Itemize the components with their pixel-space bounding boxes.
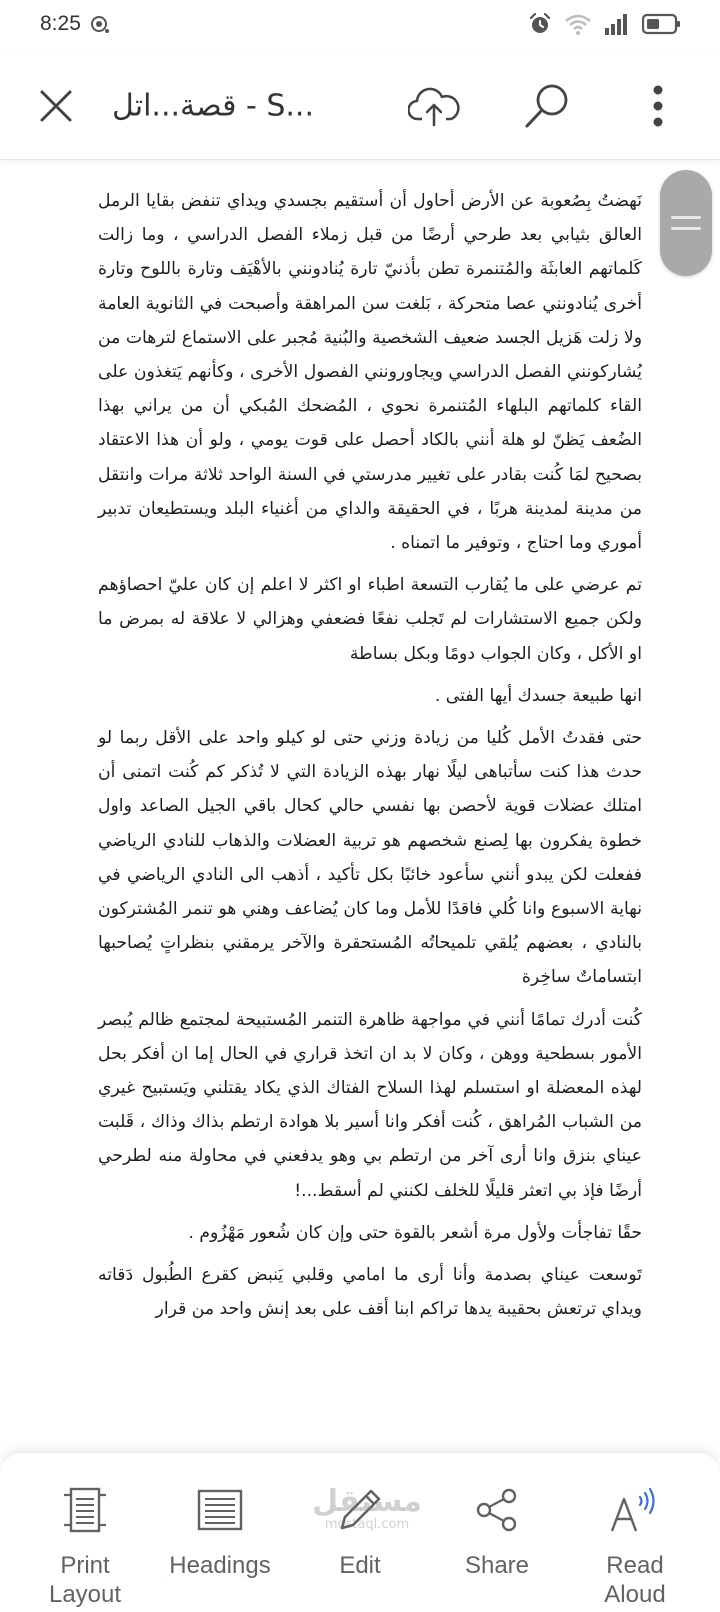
read-aloud-button[interactable] (570, 1481, 700, 1609)
battery-icon (642, 12, 682, 36)
print-layout-label-line2: Layout (48, 1581, 122, 1608)
bottom-toolbar (0, 1452, 720, 1612)
wifi-icon (564, 12, 592, 36)
record-icon (89, 13, 111, 35)
paragraph: نَهضتُ بِصُعوبة عن الأرض أحاول أن أستقيم بجسدي ويداي تنفض بقايا الرمل العالق بثيابي بعد طرحي أرضًا من قبل زملاء الفصل الدراسي ، وما زالت كَلماتهم العابثَة والمُتنمرة تطن بأذنيّ تارة يُنادونني بالأهْيَف وتارة باللوح وتارة أخرى يُنادونني عصا متحركة ، بَلغت سن المراهقة وأصبحت في الثانوية العامة ولا زلت هَزيل الجسد ضعيف الشخصية والبُنية مُجبر على الاستماع لترهات من يُشاركونني الفصل الدراسي ويجاورونني الفصول الأخرى ، وكأنهم يَتغذون على القاء كلماتهم البلهاء المُتنمرة نحوي ، المُضحك المُبكي أن من يراني بهذا الضُعف يَظنّ لو هلة أنني بالكاد أحصل على قوت يومي ، ولو أن هذا الاعتقاد بصحيح لمَا كُنت بقادر على تغيير مدرستي في السنة الواحد ثلاثة مرات وانتقل من مدينة لمدينة هربًا ، في الحقيقة والداي من أغنياء البلد ويستطيعان تدبير أموري وما احتاج ، وتوفير ما اتمناه . (98, 191, 642, 554)
print-layout-icon (62, 1487, 108, 1533)
paragraph: انها طبيعة جسدك أيها الفتى . (434, 685, 642, 706)
watermark-logo-text: مستقل (312, 1484, 422, 1519)
paragraph: حتى فقدتُ الأمل كُليا من زيادة وزني حتى لو كيلو واحد على الأقل ربما لو حدث هذا كنت سأتباهى ليلًا نهار بهذه الزيادة التي لا تُذكر كم كُنت اتمنى أن امتلك عضلات قوية لأحصن بها نفسي حالي كحال باقي الجيل الصاعد واول خطوة يفكرون بها لِصنع شخصهم هو تربية العضلات والذهاب للنادي الرياضي ففعلت لكن يبدو أنني سأعود خائبًا بكل تأكيد ، أذهب الى النادي الرياضي في نهاية الاسبوع وانا كُلي فاقدًا للأمل وما كان يُضاعف وهني هو تنمر المُشتركون بالنادي ، بعضهم يُلقي تلميحاتُه المُستحقرة والآخر يرمقني بنظراتٍ يُصاحبها ابتساماتٌ ساخِرة (98, 728, 642, 988)
search-button[interactable] (518, 77, 576, 135)
status-time: 8:25 (40, 12, 81, 35)
print-layout-label-line1: Print (60, 1552, 110, 1579)
watermark-url: mostaql.com (324, 1517, 410, 1532)
share-icon (474, 1487, 520, 1533)
read-aloud-label-line1: Read (606, 1552, 664, 1579)
headings-label: Headings (169, 1552, 271, 1579)
headings-button[interactable] (155, 1481, 285, 1580)
cloud-upload-button[interactable] (404, 76, 464, 136)
paragraph: تَوسعت عيناي بصدمة وأنا أرى ما امامي وقلبي يَنبض كقرع الطُبول دَقاته ويداي ترتعش بحقيبة يدها تراكم ابنا أقف على بعد إنش واحد من قرار (98, 1265, 642, 1320)
alarm-icon (528, 12, 552, 36)
cloud-upload-icon (408, 85, 460, 127)
paragraph: حقًا تفاجأت ولأول مرة أشعر بالقوة حتى وإن كان شُعور مَهْزُوم . (188, 1222, 642, 1243)
share-button[interactable] (432, 1481, 562, 1580)
app-bar (0, 52, 720, 160)
search-icon (522, 81, 572, 131)
paragraph: كُنت أدرك تمامًا أنني في مواجهة ظاهرة التنمر المُستبيحة لمجتمع ظالم يُبصر الأمور بسطحية ووهن ، وكان لا بد ان اتخذ قراري في الحال إما ان أفكر بحل لهذه المعضلة او استسلم لهذا السلاح الفتاك الذي يكاد يقتلني ويَستبيح غيري من الشباب المُراهق ، كُنت أفكر وانا أسير بلا هوادة ارتطم بذاك وذاك ، قَلبت عيناي بنزق وانا أرى آخر من ارتطم بي وهو يدفعني في محاولة منه لطرحي أرضًا فإذ بي اتعثر قليلًا للخلف لكنني لم أسقط...! (98, 1009, 642, 1201)
print-layout-button[interactable] (20, 1481, 150, 1609)
close-button[interactable] (32, 82, 80, 130)
share-label: Share (464, 1552, 530, 1579)
edit-label: Edit (339, 1552, 381, 1579)
document-body (98, 184, 642, 1335)
read-aloud-label-line2: Aloud (604, 1581, 666, 1608)
close-icon (39, 89, 73, 123)
paragraph: تم عرضي على ما يُقارب التسعة اطباء او اكثر لا اعلم إن كان عليّ احصاؤهم ولكن جميع الاستشارات لم تَجلب نفعًا فضعفي وهزالي لا علاقة له بمرض ما او الأكل ، وكان الجواب دومًا وبكل بساطة (98, 575, 642, 664)
headings-icon (197, 1489, 243, 1531)
more-vert-icon (651, 84, 665, 128)
watermark (312, 1486, 422, 1532)
read-aloud-icon (609, 1487, 661, 1533)
document-viewport[interactable] (0, 168, 720, 1428)
status-bar (0, 0, 720, 48)
grip-line (671, 216, 701, 219)
document-title[interactable]: قصة...اتل - S... (112, 88, 315, 123)
grip-line (671, 227, 701, 230)
scroll-handle[interactable] (660, 170, 712, 276)
more-options-button[interactable] (630, 76, 686, 136)
signal-icon (604, 12, 630, 36)
